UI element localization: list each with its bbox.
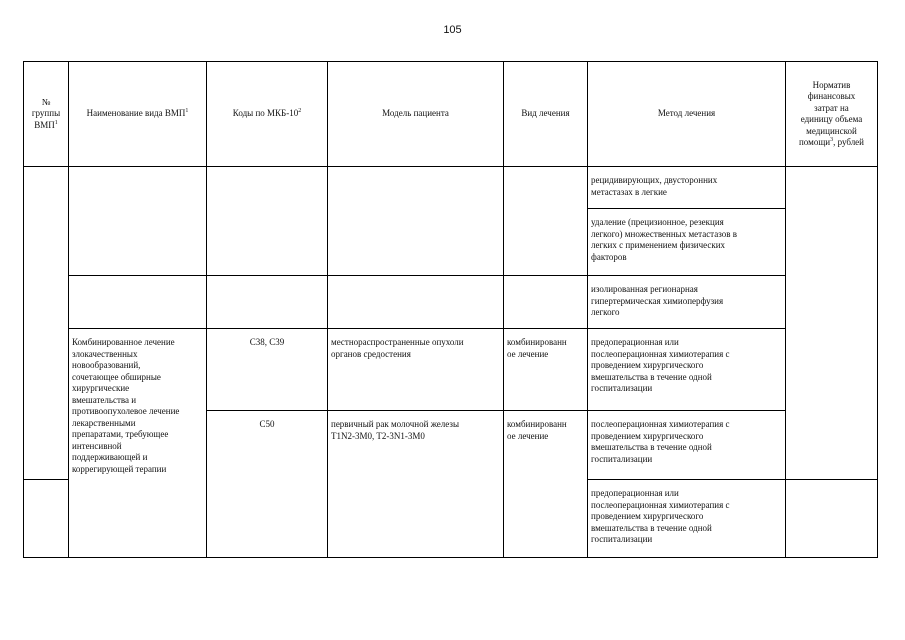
method-cell-3: изолированная регионарная гипертермическая химиоперфузия легкого (591, 284, 724, 317)
patient-model-row2: первичный рак молочной железы T1N2-3M0, T2-3N1-3M0 (331, 419, 459, 441)
header-vmp-name-footnote: 1 (185, 108, 189, 115)
header-financial-norm-text: Норматив финансовых затрат на единицу объема медицинской помощи (798, 79, 863, 147)
header-financial-norm-unit: , рублей (833, 137, 864, 147)
header-vmp-name-text: Наименование вида ВМП (86, 108, 186, 119)
header-group-number (24, 62, 68, 166)
header-treatment-method: Метод лечения (657, 108, 716, 119)
header-icd-codes-footnote: 2 (298, 108, 302, 115)
icd-codes-row1: C38, C39 (249, 337, 285, 347)
header-vmp-name (69, 62, 206, 166)
treatment-type-row1: комбинированн ое лечение (507, 337, 567, 359)
header-group-number-footnote: 1 (54, 119, 58, 126)
header-group-number-text: № группы ВМП (31, 96, 61, 130)
header-financial-norm (786, 62, 877, 166)
header-treatment-type: Вид лечения (521, 108, 570, 119)
combined-vmp-name: Комбинированное лечение злокачественных новообразований, сочетающее обширные хирургические вмешательства и противоопухолевое лечение лекарственными препаратами, требующее интенсивной поддерживающей и коррегирующей терапии (72, 337, 180, 474)
header-icd-codes-text: Коды по МКБ-10 (232, 108, 299, 119)
header-financial-norm-footnote: 3 (830, 137, 834, 143)
icd-codes-row2: C50 (259, 419, 275, 429)
header-patient-model: Модель пациента (382, 108, 449, 119)
patient-model-row1: местнораспространенные опухоли органов средостения (331, 337, 464, 359)
page-number: 105 (443, 24, 462, 36)
method-cell-4: предоперационная или послеоперационная химиотерапия с проведением хирургического вмешательства в течение одной госпитализации (591, 337, 730, 393)
header-icd-codes (207, 62, 327, 166)
method-cell-1: рецидивирующих, двусторонних метастазах в легкие (591, 175, 718, 197)
treatment-type-row2: комбинированн ое лечение (507, 419, 567, 441)
method-cell-6: предоперационная или послеоперационная химиотерапия с проведением хирургического вмешательства в течение одной госпитализации (591, 488, 730, 544)
method-cell-5: послеоперационная химиотерапия с проведением хирургического вмешательства в течение одной госпитализации (591, 419, 730, 464)
method-cell-2: удаление (прецизионное, резекция легкого) множественных метастазов в легких с применением физических факторов (591, 217, 737, 262)
